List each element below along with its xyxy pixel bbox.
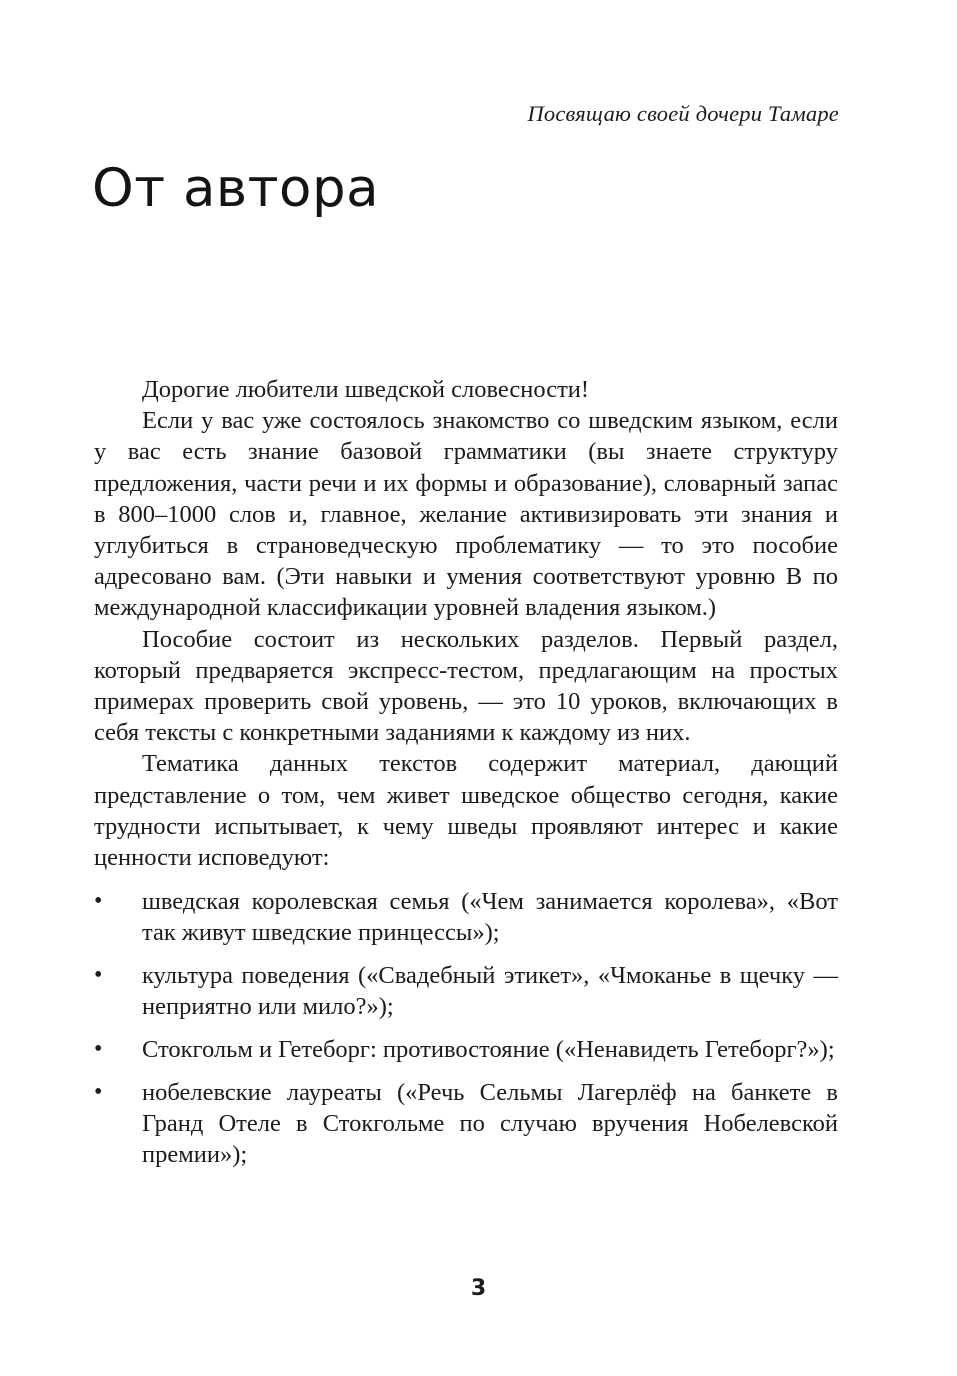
bullet-icon: • xyxy=(94,888,103,915)
list-item-text: нобелевские лауреаты («Речь Сельмы Лагерлёф на банкете в Гранд Отеле в Стокгольме по случаю вручения Нобелевской премии»); xyxy=(142,1079,838,1169)
page-number: 3 xyxy=(470,1276,487,1301)
paragraph-audience: Если у вас уже состоялось знакомство со шведским языком, если у вас есть знание базовой грамматики (вы знаете структуру предложения, части речи и их формы и образование), словарный запас в 800–1000 слов и, главное, желание активизировать эти знания и углубиться в страноведческую проблематику — то это пособие адресовано вам. (Эти навыки и умения соответствуют уровню B по международной классификации уровней владения языком.) xyxy=(94,407,838,622)
bullet-icon: • xyxy=(94,1079,103,1106)
body-text xyxy=(94,374,838,1182)
paragraph-structure: Пособие состоит из нескольких разделов. Первый раздел, который предваряется экспресс-тестом, предлагающим на простых примерах проверить свой уровень, — это 10 уроков, включающих в себя тексты с конкретными заданиями к каждому из них. xyxy=(94,625,838,747)
paragraph-topics: Тематика данных текстов содержит материал, дающий представление о том, чем живет шведское общество сегодня, какие трудности испытывает, к чему шведы проявляют интерес и какие ценности исповедуют: xyxy=(94,750,838,872)
list-item xyxy=(94,1034,838,1065)
paragraph-greeting: Дорогие любители шведской словесности! xyxy=(142,376,590,403)
list-item xyxy=(94,1077,838,1170)
dedication: Посвящаю своей дочери Тамаре xyxy=(527,101,839,126)
list-item-text: культура поведения («Свадебный этикет», «Чмоканье в щечку — неприятно или мило?»); xyxy=(142,962,838,1021)
bullet-icon: • xyxy=(94,1036,103,1063)
bullet-icon: • xyxy=(94,962,103,989)
list-item xyxy=(94,960,838,1022)
list-item-text: шведская королевская семья («Чем занимается королева», «Вот так живут шведские принцессы»); xyxy=(142,888,838,947)
chapter-title: От автора xyxy=(92,158,380,219)
list-item xyxy=(94,886,838,948)
list-item-text: Стокгольм и Гетеборг: противостояние («Ненавидеть Гетеборг?»); xyxy=(142,1036,835,1064)
topics-list xyxy=(94,886,838,1170)
